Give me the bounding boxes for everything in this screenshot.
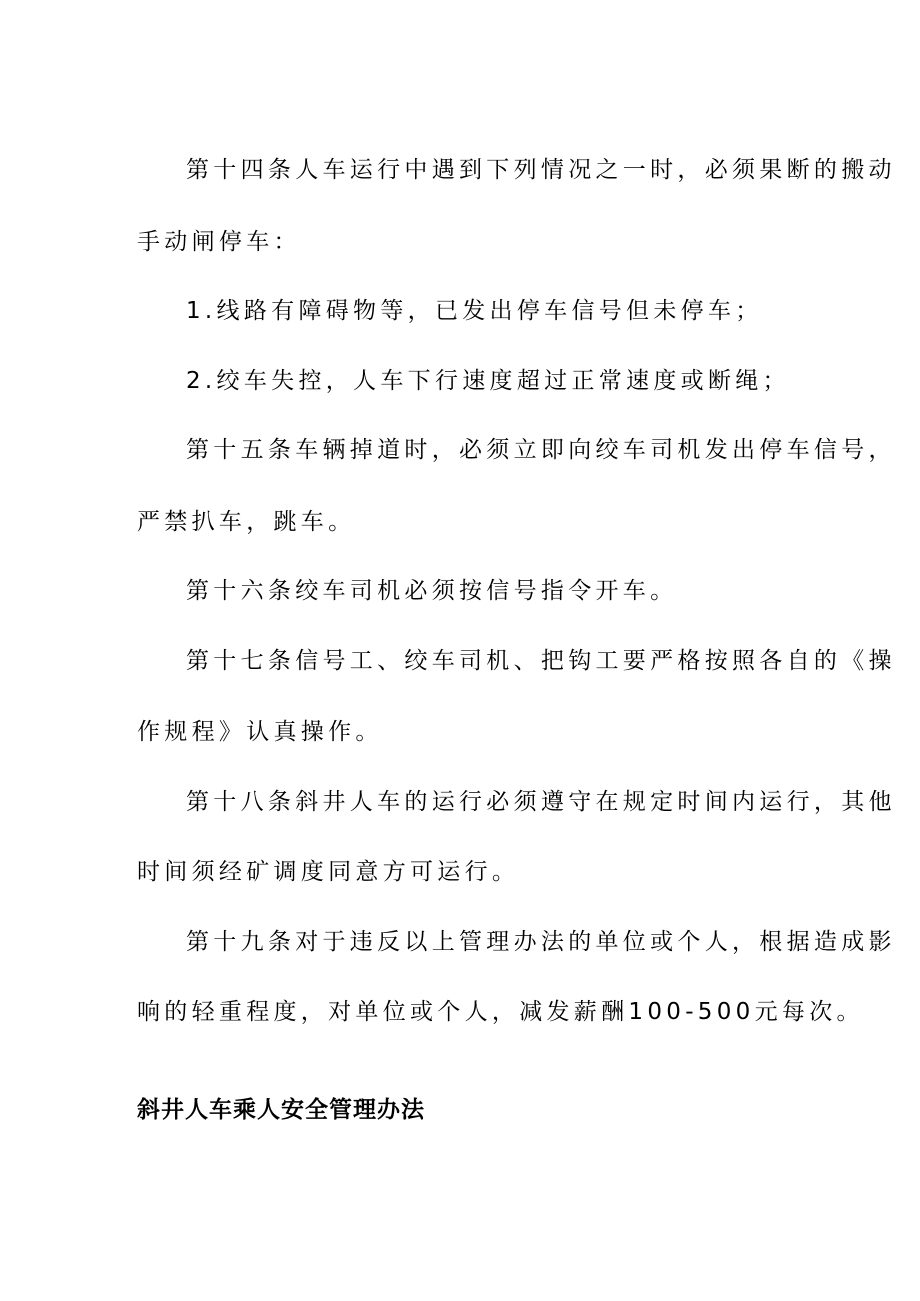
article-15-line-2: 严禁扒车，跳车。 xyxy=(137,509,356,535)
article-17-line-1: 第十七条信号工、绞车司机、把钩工要严格按照各自的《操 xyxy=(186,648,896,674)
article-19-line-1: 第十九条对于违反以上管理办法的单位或个人，根据造成影 xyxy=(186,929,896,955)
section-title: 斜井人车乘人安全管理办法 xyxy=(137,1097,425,1123)
article-14-line-1: 第十四条人车运行中遇到下列情况之一时，必须果断的搬动 xyxy=(186,157,896,183)
article-18-line-2: 时间须经矿调度同意方可运行。 xyxy=(137,859,520,885)
list-item-2: 2.绞车失控，人车下行速度超过正常速度或断绳； xyxy=(186,368,790,394)
article-18-line-1: 第十八条斜井人车的运行必须遵守在规定时间内运行，其他 xyxy=(186,789,896,815)
article-15-line-1: 第十五条车辆掉道时，必须立即向绞车司机发出停车信号， xyxy=(186,437,896,463)
article-19-line-2: 响的轻重程度，对单位或个人，减发薪酬100-500元每次。 xyxy=(137,999,864,1025)
article-17-line-2: 作规程》认真操作。 xyxy=(137,719,383,745)
article-14-line-2: 手动闸停车： xyxy=(137,229,301,255)
list-item-1: 1.线路有障碍物等，已发出停车信号但未停车； xyxy=(186,298,763,324)
article-16-line-1: 第十六条绞车司机必须按信号指令开车。 xyxy=(186,578,678,604)
